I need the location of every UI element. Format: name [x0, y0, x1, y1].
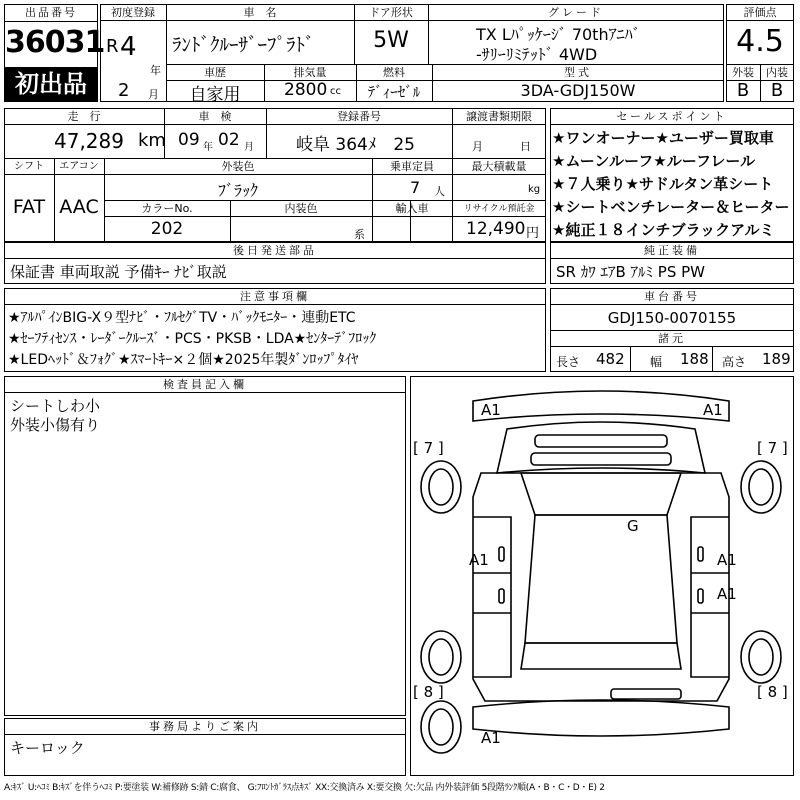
later-parts: 保証書 車両取説 予備ｷｰ ﾅﾋﾞ取説 [10, 263, 227, 281]
color-no-label: カラーNo. [141, 202, 193, 215]
door-label: ドア形状 [369, 6, 413, 19]
ac: AAC [59, 196, 99, 218]
era: R [106, 36, 119, 57]
first-listing-badge: 初出品 [5, 67, 97, 101]
load-unit: kg [528, 184, 541, 195]
office-label: 事務局よりご案内 [149, 720, 261, 733]
mark-right-door: A1 [717, 551, 737, 569]
recycle-fee: 12,490 [466, 219, 526, 239]
color: ﾌﾞﾗｯｸ [217, 181, 258, 200]
import-label: 輸入車 [395, 202, 429, 215]
capacity-unit: 人 [434, 185, 445, 198]
interior-grade: B [770, 80, 784, 101]
mark-bracket-br: [ 8 ] [757, 683, 788, 701]
history-label: 車歴 [204, 66, 226, 79]
exterior-grade: B [736, 80, 750, 101]
displacement-unit: cc [330, 86, 341, 97]
length-label: 長さ [556, 355, 581, 369]
note-line: ★LEDﾍｯﾄﾞ＆ﾌｫｸﾞ★ｽﾏｰﾄｷｰ×２個★2025年製ﾀﾞﾝﾛｯﾌﾟﾀｲﾔ [8, 352, 359, 368]
sales-point-item: ★純正１８インチブラックアルミ [552, 221, 775, 239]
width: 188 [680, 350, 709, 368]
exterior-label: 外装 [732, 66, 754, 79]
inspection-year: 09 [178, 130, 200, 150]
sales-points-label: セールスポイント [616, 110, 728, 123]
transfer-deadline-label: 譲渡書類期限 [466, 110, 532, 123]
door-type: 5W [373, 28, 409, 53]
year-unit: 年 [150, 64, 161, 77]
sales-point-item: ★ムーンルーフ★ルーフレール [552, 152, 756, 170]
car-name: ﾗﾝﾄﾞｸﾙｰｻﾞｰﾌﾟﾗﾄﾞ [172, 34, 315, 56]
grade-line1: TX Lﾊﾟｯｹｰｼﾞ 70thｱﾆﾊﾞ [476, 25, 641, 44]
first-reg-month: 2 [118, 80, 130, 101]
later-parts-label: 後日発送部品 [233, 244, 317, 257]
shift-label: シフト [14, 161, 44, 172]
width-label: 幅 [650, 355, 663, 369]
mark-left-door: A1 [469, 551, 489, 569]
mark-bracket-tr: [ 7 ] [757, 439, 788, 457]
capacity-label: 乗車定員 [390, 160, 434, 173]
inspector-line: 外装小傷有り [10, 416, 101, 434]
sales-point-item: ★７人乗り★サドルタン革シート [552, 175, 774, 193]
load-label: 最大積載量 [471, 160, 527, 173]
height-label: 高さ [722, 355, 747, 369]
note-line: ★ｱﾙﾊﾟｲﾝBIG-X９型ﾅﾋﾞ・ﾌﾙｾｸﾞTV・ﾊﾞｯｸﾓﾆﾀｰ・連動ETC [8, 310, 356, 326]
note-line: ★ｾｰﾌﾃｨｾﾝｽ・ﾚｰﾀﾞｰｸﾙｰｽﾞ・PCS・PKSB・LDA★ｾﾝﾀｰﾃﾞﾌﾛｯｸ [8, 331, 377, 347]
length: 482 [596, 350, 625, 368]
interior-label: 内装 [766, 66, 788, 79]
model-label: 型式 [564, 66, 592, 79]
lot-number-box [4, 4, 105, 102]
ac-label: エアコン [59, 161, 99, 172]
displacement: 2800 [284, 80, 328, 100]
mark-right-rear-door: A1 [717, 585, 737, 603]
lot-number-label: 出品番号 [5, 5, 97, 22]
equipment-label: 純正装備 [644, 244, 700, 257]
mark-front-right: A1 [703, 401, 723, 419]
mark-front-left: A1 [481, 401, 501, 419]
lot-number: 36031 [5, 25, 105, 60]
capacity: 7 [410, 178, 421, 197]
plate-label: 登録番号 [337, 110, 381, 123]
recycle-unit: 円 [526, 226, 540, 241]
score: 4.5 [736, 24, 784, 59]
legend: A:ｷｽﾞ U:ﾍｺﾐ B:ｷｽﾞを伴うﾍｺﾐ P:要塗装 W:補修跡 S:錆 C:腐食、 G:ﾌﾛﾝﾄｶﾞﾗｽ点ｷｽﾞ XX:交換済み X:要交換 欠:欠品 内外装評価 5段階ﾗﾝｸ順(A・B・C・D・E) 2 [4, 783, 605, 793]
displacement-label: 排気量 [293, 66, 327, 79]
fuel-label: 燃料 [383, 66, 405, 79]
inspection-month: 02 [218, 130, 240, 150]
grade-line2: -ｻﾘｰﾘﾐﾃｯﾄﾞ 4WD [476, 45, 598, 64]
interior-color-suffix: 系 [354, 228, 365, 241]
color-no: 202 [150, 219, 184, 239]
transfer-month-unit: 月 [472, 140, 483, 153]
inspector-label: 検査員記入欄 [163, 378, 247, 391]
mark-rear: A1 [481, 729, 501, 747]
recycle-label: リサイクル預託金 [463, 204, 535, 214]
chassis-label: 車台番号 [644, 290, 700, 303]
first-reg-label: 初度登録 [111, 6, 155, 19]
interior-color-label: 内装色 [284, 202, 318, 215]
mileage-unit: km [138, 130, 166, 151]
grade-label: グレード [548, 6, 604, 19]
car-diagram [411, 377, 792, 774]
mark-bracket-tl: [ 7 ] [413, 439, 444, 457]
color-label: 外装色 [221, 160, 255, 173]
model: 3DA-GDJ150W [520, 81, 636, 100]
shift: FAT [12, 196, 46, 218]
fuel: ﾃﾞｨｰｾﾞﾙ [367, 83, 421, 101]
transfer-day-unit: 日 [520, 140, 531, 153]
equipment: SR ｶﾜ ｴｱB ｱﾙﾐ PS PW [556, 263, 706, 281]
mileage-label: 走 行 [67, 110, 101, 123]
sales-point-item: ★ワンオーナー★ユーザー買取車 [552, 129, 774, 147]
car-name-label: 車 名 [243, 6, 277, 19]
mark-bracket-bl: [ 8 ] [413, 683, 444, 701]
mark-roof: G [627, 517, 639, 535]
mileage: 47,289 [54, 129, 124, 153]
office-note: キーロック [10, 739, 85, 757]
history: 自家用 [189, 85, 241, 105]
sales-point-item: ★シートベンチレーター＆ヒーター [552, 198, 790, 216]
plate: 岐阜 364ﾒ 25 [296, 135, 415, 155]
inspector-line: シートしわ小 [10, 397, 101, 415]
inspection-label: 車 検 [198, 110, 232, 123]
height: 189 [762, 350, 791, 368]
inspection-month-unit: 月 [244, 142, 254, 153]
inspection-year-unit: 年 [203, 142, 213, 153]
dimensions-label: 諸元 [658, 332, 686, 345]
first-reg-year: 4 [120, 32, 137, 62]
month-unit: 月 [148, 88, 159, 101]
chassis-number: GDJ150-0070155 [607, 309, 737, 327]
notes-label: 注意事項欄 [240, 290, 310, 303]
score-label: 評価点 [743, 6, 777, 19]
damage-diagram-box [410, 376, 794, 776]
